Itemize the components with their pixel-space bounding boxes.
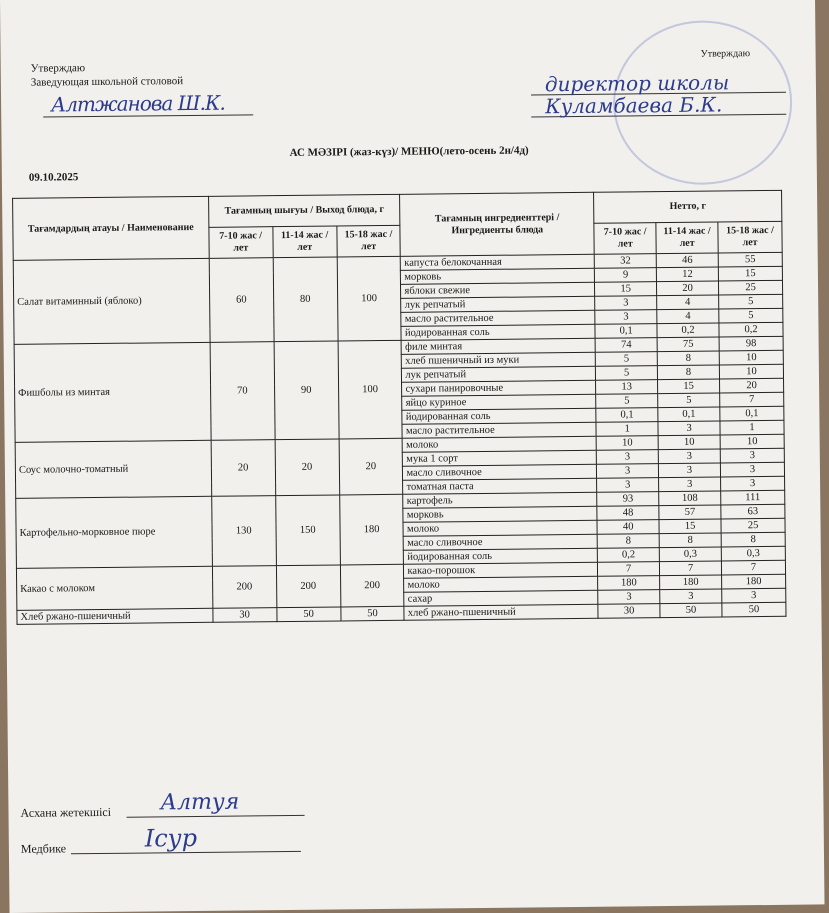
ingredient-netto: 111 <box>721 490 785 505</box>
ingredient-netto: 1 <box>596 422 658 437</box>
ingredient-netto: 3 <box>596 450 658 465</box>
ingredient-name: хлеб ржано-пшеничный <box>404 604 598 620</box>
ingredient-netto: 8 <box>659 533 721 548</box>
ingredient-netto: 8 <box>657 365 719 380</box>
nurse-signature: Ісур <box>144 823 198 853</box>
ingredient-netto: 55 <box>718 252 782 267</box>
ingredient-netto: 0,1 <box>720 406 784 421</box>
ingredient-netto: 3 <box>658 449 720 464</box>
dish-output: 20 <box>211 440 275 497</box>
ingredient-name: молоко <box>403 520 597 536</box>
dish-output: 90 <box>274 341 339 440</box>
ingredient-netto: 4 <box>657 295 719 310</box>
ingredient-name: картофель <box>403 492 597 508</box>
header-age: 15-18 жас / лет <box>336 225 400 257</box>
ingredient-netto: 10 <box>719 364 783 379</box>
ingredient-netto: 0,2 <box>657 323 719 338</box>
ingredient-netto: 3 <box>595 310 657 325</box>
ingredient-netto: 7 <box>721 560 785 575</box>
cook-label: Асхана жетекшісі <box>20 804 112 820</box>
dish-output: 150 <box>275 495 340 566</box>
ingredient-netto: 3 <box>597 464 659 479</box>
ingredient-netto: 3 <box>597 478 659 493</box>
ingredient-netto: 10 <box>719 350 783 365</box>
ingredient-netto: 0,2 <box>597 548 659 563</box>
cook-signature-line <box>127 815 305 818</box>
ingredient-netto: 98 <box>719 336 783 351</box>
ingredient-name: масло сливочное <box>404 534 598 550</box>
ingredient-netto: 5 <box>719 308 783 323</box>
ingredient-netto: 8 <box>721 532 785 547</box>
ingredient-name: масло сливочное <box>403 464 597 480</box>
page-title: АС МӘЗІРІ (жаз-күз)/ МЕНЮ(лето-осень 2н/4д) <box>289 144 529 159</box>
ingredient-name: лук репчатый <box>401 296 595 312</box>
ingredient-netto: 0,1 <box>596 408 658 423</box>
header-age: 15-18 жас / лет <box>718 221 782 253</box>
ingredient-netto: 0,3 <box>659 547 721 562</box>
ingredient-netto: 3 <box>721 476 785 491</box>
approve-left-position: Заведующая школьной столовой <box>30 75 184 89</box>
ingredient-name: сахар <box>404 590 598 606</box>
ingredient-netto: 108 <box>659 491 721 506</box>
ingredient-netto: 3 <box>659 463 721 478</box>
header-age: 7-10 жас / лет <box>594 223 656 255</box>
approve-right-label: Утверждаю <box>700 48 751 60</box>
ingredient-netto: 30 <box>598 604 660 619</box>
ingredient-netto: 180 <box>598 576 660 591</box>
ingredient-netto: 46 <box>656 253 718 268</box>
ingredient-netto: 13 <box>596 380 658 395</box>
approve-left-label: Утверждаю <box>30 62 86 75</box>
ingredient-netto: 0,2 <box>719 322 783 337</box>
ingredient-name: сухари панировочные <box>402 380 596 396</box>
dish-name: Картофельно-морковное пюре <box>16 496 212 568</box>
ingredient-name: какао-порошок <box>404 562 598 578</box>
ingredient-netto: 3 <box>658 421 720 436</box>
ingredient-netto: 50 <box>660 603 722 618</box>
ingredient-netto: 75 <box>657 337 719 352</box>
ingredient-netto: 0,3 <box>721 546 785 561</box>
dish-output: 60 <box>209 258 274 343</box>
ingredient-netto: 8 <box>657 351 719 366</box>
ingredient-name: яйцо куриное <box>402 394 596 410</box>
ingredient-name: яблоки свежие <box>401 282 595 298</box>
ingredient-netto: 20 <box>720 378 784 393</box>
dish-output: 100 <box>337 256 402 341</box>
ingredient-netto: 3 <box>659 477 721 492</box>
ingredient-netto: 74 <box>595 338 657 353</box>
dish-output: 200 <box>340 564 404 607</box>
ingredient-netto: 15 <box>595 282 657 297</box>
dish-output: 70 <box>210 342 275 441</box>
ingredient-netto: 63 <box>721 504 785 519</box>
dish-output: 20 <box>339 438 403 495</box>
ingredient-netto: 50 <box>722 602 786 617</box>
dish-output: 100 <box>338 340 403 439</box>
ingredient-netto: 4 <box>657 309 719 324</box>
ingredient-netto: 3 <box>720 462 784 477</box>
dish-output: 180 <box>339 494 404 565</box>
ingredient-netto: 5 <box>719 294 783 309</box>
ingredient-netto: 180 <box>660 575 722 590</box>
ingredient-netto: 5 <box>596 394 658 409</box>
director-signature-2: Куламбаева Б.К. <box>545 92 723 119</box>
ingredient-name: йодированная соль <box>404 548 598 564</box>
ingredient-name: лук репчатый <box>402 366 596 382</box>
ingredient-name: морковь <box>403 506 597 522</box>
ingredient-netto: 12 <box>656 267 718 282</box>
ingredient-netto: 57 <box>659 505 721 520</box>
ingredient-name: мука 1 сорт <box>403 450 597 466</box>
ingredient-netto: 10 <box>658 435 720 450</box>
ingredient-netto: 25 <box>718 280 782 295</box>
ingredient-netto: 0,1 <box>595 324 657 339</box>
header-age: 11-14 жас / лет <box>273 226 337 258</box>
ingredient-netto: 9 <box>595 268 657 283</box>
ingredient-netto: 40 <box>597 520 659 535</box>
director-signature-1: директор школы <box>544 70 730 97</box>
menu-body <box>13 252 786 624</box>
header-age: 7-10 жас / лет <box>209 227 273 259</box>
header-ingredients: Тағамның ингредиенттері / Ингредиенты блюда <box>400 192 594 256</box>
dish-name: Фишболы из минтая <box>14 342 211 442</box>
dish-output: 80 <box>273 257 338 342</box>
ingredient-netto: 10 <box>720 434 784 449</box>
signature-left-line <box>43 92 253 117</box>
dish-name: Салат витаминный (яблоко) <box>13 258 210 344</box>
ingredient-netto: 1 <box>720 420 784 435</box>
ingredient-netto: 8 <box>597 534 659 549</box>
ingredient-name: молоко <box>404 576 598 592</box>
ingredient-netto: 48 <box>597 506 659 521</box>
ingredient-netto: 15 <box>658 379 720 394</box>
dish-output: 130 <box>211 496 276 567</box>
ingredient-name: морковь <box>401 268 595 284</box>
ingredient-name: капуста белокочанная <box>401 254 595 270</box>
header-dish: Тағамдардың атауы / Наименование <box>13 196 209 260</box>
ingredient-netto: 3 <box>720 448 784 463</box>
ingredient-netto: 15 <box>659 519 721 534</box>
ingredient-netto: 180 <box>722 574 786 589</box>
ingredient-netto: 5 <box>658 393 720 408</box>
header-output: Тағамның шығуы / Выход блюда, г <box>208 194 400 227</box>
dish-name: Какао с молоком <box>16 566 212 610</box>
ingredient-netto: 32 <box>594 254 656 269</box>
ingredient-netto: 5 <box>595 352 657 367</box>
dish-output: 200 <box>212 566 276 609</box>
dish-output: 20 <box>275 439 339 496</box>
dish-output: 200 <box>276 565 340 608</box>
dish-name: Хлеб ржано-пшеничный <box>17 608 213 624</box>
approval-left <box>31 60 184 90</box>
ingredient-name: молоко <box>403 436 597 452</box>
ingredient-name: хлеб пшеничный из муки <box>402 352 596 368</box>
ingredient-name: масло растительное <box>402 422 596 438</box>
menu-table <box>12 190 786 625</box>
signature-left: Алтжанова Ш.К. <box>50 90 225 117</box>
ingredient-netto: 3 <box>595 296 657 311</box>
cook-signature: Алтуя <box>160 789 240 816</box>
header-netto: Нетто, г <box>594 190 782 223</box>
dish-output: 50 <box>277 607 341 622</box>
ingredient-netto: 10 <box>596 436 658 451</box>
ingredient-netto: 7 <box>660 561 722 576</box>
ingredient-netto: 93 <box>597 492 659 507</box>
ingredient-netto: 0,1 <box>658 407 720 422</box>
ingredient-netto: 3 <box>660 589 722 604</box>
nurse-label: Медбике <box>20 841 67 856</box>
ingredient-netto: 7 <box>598 562 660 577</box>
ingredient-netto: 3 <box>598 590 660 605</box>
dish-output: 30 <box>213 608 277 623</box>
ingredient-name: йодированная соль <box>402 408 596 424</box>
dish-name: Соус молочно-томатный <box>15 440 211 498</box>
ingredient-name: масло растительное <box>401 310 595 326</box>
ingredient-netto: 25 <box>721 518 785 533</box>
ingredient-name: йодированная соль <box>401 324 595 340</box>
director-line-2 <box>531 92 786 119</box>
ingredient-netto: 15 <box>718 266 782 281</box>
dish-output: 50 <box>340 606 404 621</box>
menu-date: 09.10.2025 <box>28 171 79 184</box>
header-age: 11-14 жас / лет <box>656 222 718 254</box>
ingredient-name: филе минтая <box>402 338 596 354</box>
ingredient-netto: 5 <box>596 366 658 381</box>
ingredient-netto: 7 <box>720 392 784 407</box>
ingredient-netto: 3 <box>722 588 786 603</box>
ingredient-netto: 20 <box>657 281 719 296</box>
ingredient-name: томатная паста <box>403 478 597 494</box>
